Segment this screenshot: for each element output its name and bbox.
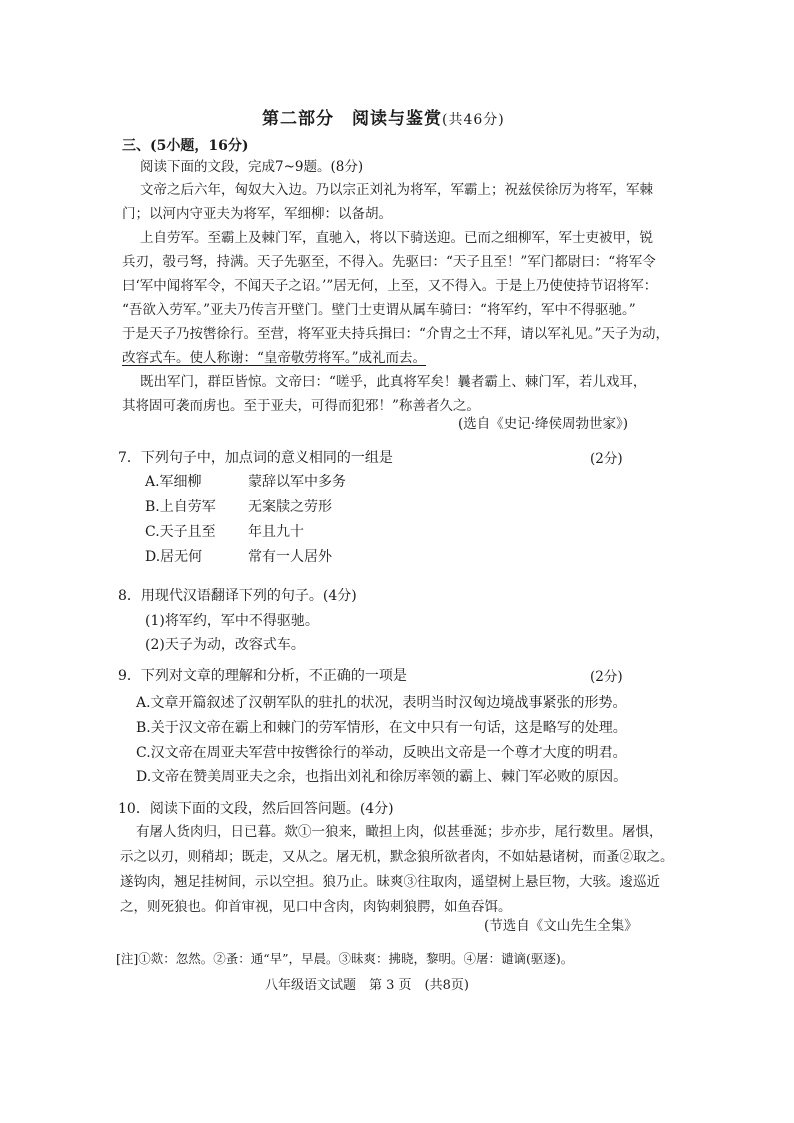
part-title-text: 第二部分 阅读与鉴赏 xyxy=(262,109,442,129)
q7-option-text: 常有一人居外 xyxy=(248,549,332,565)
q10-passage-line: 之，则死狼也。仰首审视，见口中含肉，肉钩刺狼腭，如鱼吞饵。 xyxy=(120,899,512,915)
q8-stem: 8．用现代汉语翻译下列的句子。(4分) xyxy=(118,588,357,604)
q10-notes: [注]①欻：忽然。②蚤：通“早”，早晨。③昧爽：拂晓，黎明。④屠：谴谪(驱逐)。 xyxy=(116,951,574,966)
passage-line: 改容式车。使人称谢：“皇帝敬劳将军。”成礼而去。 xyxy=(122,350,427,366)
passage-line: 既出军门，群臣皆惊。文帝曰：“嗟乎，此真将军矣！曩者霸上、棘门军，若儿戏耳， xyxy=(140,374,647,390)
q7-option-label: D.居无何 xyxy=(145,549,203,565)
q7-option-text: 年且九十 xyxy=(248,524,304,540)
q10-stem: 10．阅读下面的文段，然后回答问题。(4分) xyxy=(118,801,394,817)
q9-stem: 9．下列对文章的理解和分析，不正确的一项是 xyxy=(118,668,407,684)
q9-points: (2分) xyxy=(590,669,623,685)
q9-option: C.汉文帝在周亚夫军营中按辔徐行的举动，反映出文帝是一个尊才大度的明君。 xyxy=(136,745,627,761)
q9-option: A.文章开篇叙述了汉朝军队的驻扎的状况，表明当时汉匈边境战事紧张的形势。 xyxy=(136,695,627,711)
q7-stem: 7．下列句子中，加点词的意义相同的一组是 xyxy=(118,450,393,466)
q7-option-text: 无案牍之劳形 xyxy=(248,499,332,515)
q10-passage-line: 有屠人货肉归，日已暮。欻①一狼来，瞰担上肉，似甚垂涎；步亦步，尾行数里。屠惧， xyxy=(136,824,663,840)
page-footer: 八年级语文试题 第 3 页 (共8页) xyxy=(265,978,469,993)
passage-line: 曰‘军中闻将军令，不闻天子之诏。’”居无何，上至，又不得入。于是上乃使使持节诏将军： xyxy=(122,278,658,294)
q9-option: D.文帝在赞美周亚夫之余，也指出刘礼和徐厉率领的霸上、棘门军必败的原因。 xyxy=(136,769,628,785)
section-intro: 阅读下面的文段，完成7~9题。(8分) xyxy=(140,159,364,175)
q8-item: (2)天子为动，改容式车。 xyxy=(145,637,305,653)
passage-line: 门；以河内守亚夫为将军，军细柳：以备胡。 xyxy=(122,206,392,222)
passage-line: 文帝之后六年，匈奴大入边。乃以宗正刘礼为将军，军霸上；祝兹侯徐厉为将军，军棘 xyxy=(140,182,653,198)
q7-option-label: A.军细柳 xyxy=(145,474,202,490)
q7-option-label: C.天子且至 xyxy=(145,524,216,540)
passage-line: 兵刃，彀弓弩，持满。天子先驱至，不得入。先驱曰：“天子且至！”军门都尉曰：“将军令 xyxy=(122,254,656,270)
passage-line: 于是天子乃按辔徐行。至营，将军亚夫持兵揖曰：“介胄之士不拜，请以军礼见。”天子为动， xyxy=(122,326,670,342)
q9-option: B.关于汉文帝在霸上和棘门的劳军情形，在文中只有一句话，这是略写的处理。 xyxy=(136,720,627,736)
passage-line: 上自劳军。至霸上及棘门军，直驰入，将以下骑送迎。已而之细柳军，军士吏被甲，锐 xyxy=(140,230,653,246)
q7-option-label: B.上自劳军 xyxy=(145,499,216,515)
q7-option-text: 蒙辞以军中多务 xyxy=(248,474,346,490)
q10-source: (节选自《文山先生全集》 xyxy=(484,918,638,934)
passage-line: “吾欲入劳军。”亚夫乃传言开壁门。壁门士吏谓从属车骑曰：“将军约，军中不得驱驰。” xyxy=(122,302,636,318)
part-title-score: (共46分) xyxy=(442,112,505,128)
q7-points: (2分) xyxy=(590,451,623,467)
q8-item: (1)将军约，军中不得驱驰。 xyxy=(145,613,319,629)
section-heading: 三、(5小题，16分) xyxy=(122,138,249,154)
q10-passage-line: 示之以刃，则稍却；既走，又从之。屠无机，默念狼所欲者肉，不如姑悬诸树，而蚤②取之。 xyxy=(120,849,674,865)
part-title xyxy=(262,104,505,129)
passage-source: (选自《史记·绛侯周勃世家》) xyxy=(458,416,629,432)
passage-line: 其将固可袭而虏也。至于亚夫，可得而犯邪！”称善者久之。 xyxy=(122,398,480,414)
q10-passage-line: 遂钩肉，翘足挂树间，示以空担。狼乃止。昧爽③往取肉，遥望树上悬巨物，大骇。逡巡近 xyxy=(120,874,660,890)
